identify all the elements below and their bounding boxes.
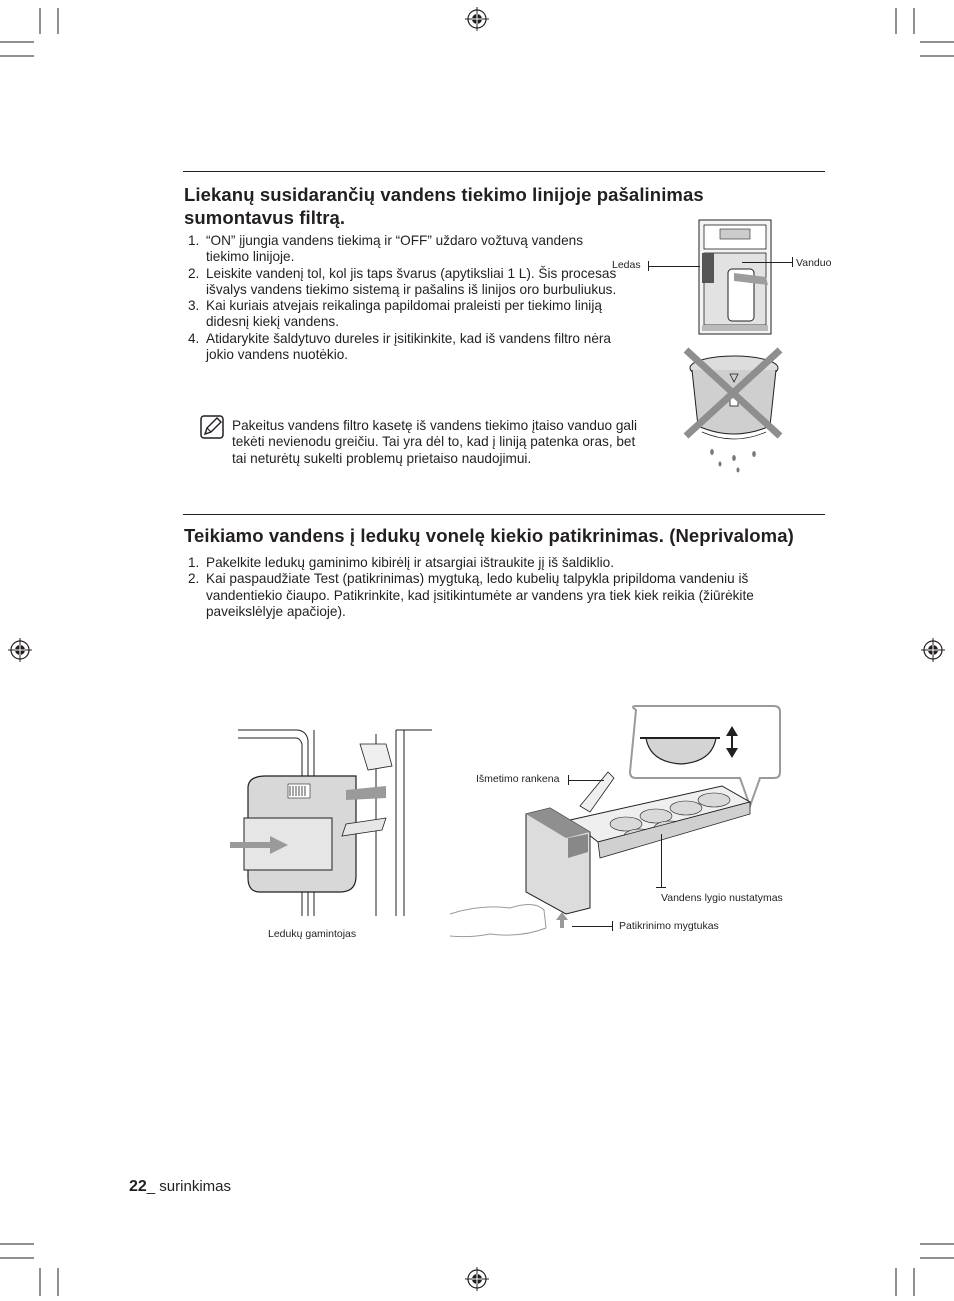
label-ledas: Ledas [612,259,641,271]
step-text: Kai paspaudžiate Test (patikrinimas) mygtuką, ledo kubelių talpykla pripildoma vandeniu iš vandentiekio čiaupo. Patikrinkite, kad įsitikintumėte ar vandens yra tiek kiek reikia (žiūrėkite paveikslėlyje apačioje). [206,571,754,619]
vanduo-leader-line [742,262,792,263]
icemaker-freezer-illustration [236,726,432,918]
test-leader-line [572,926,612,927]
section2-steps [184,555,804,620]
section1-title-line2: sumontavus filtrą. [184,207,346,228]
list-item [184,555,804,571]
list-item [184,233,624,266]
registration-mark-left [8,638,32,662]
eject-leader-line [568,780,604,781]
ledas-leader-line [648,266,700,267]
list-item [184,331,624,364]
step-text: Pakelkite ledukų gaminimo kibirėlį ir atsargiai ištraukite jį iš šaldiklio. [206,555,614,570]
step-text: Atidarykite šaldytuvo dureles ir įsitikinkite, kad iš vandens filtro nėra jokio vandens nuotėkio. [206,330,611,363]
footer-section-name: _ surinkimas [146,1178,231,1195]
vanduo-leader-tick [792,257,793,267]
label-test-button: Patikrinimo mygtukas [619,920,719,932]
section2-top-rule [183,514,825,515]
note-text: Pakeitus vandens filtro kasetę iš vandens tiekimo įtaiso vanduo gali tekėti nevienodu greičiu. Tai yra dėl to, kad į liniją patenka oras, bet tai neturėtų sukelti problemų prietaiso naudojimui. [232,418,638,466]
step-number: 4. [188,330,200,346]
step-number: 2. [188,571,200,587]
ledas-leader-tick [648,261,649,271]
ice-tray-illustration [450,702,790,946]
list-item [184,298,624,331]
test-leader-tick [612,921,613,931]
step-number: 2. [188,265,200,281]
note-icon [200,415,224,439]
registration-mark-bottom [465,1267,489,1291]
step-number: 3. [188,298,200,314]
section1-title-line1: Liekanų susidarančių vandens tiekimo linijoje pašalinimas [184,184,704,205]
section1-top-rule [183,171,825,172]
label-eject-handle: Išmetimo rankena [476,773,560,785]
label-vanduo: Vanduo [796,257,832,269]
label-icemaker: Ledukų gamintojas [268,928,357,940]
registration-mark-right [921,638,945,662]
list-item [184,571,804,620]
section2-title: Teikiamo vandens į ledukų vonelę kiekio patikrinimas. (Neprivaloma) [184,525,794,546]
step-text: “ON” įjungia vandens tiekimą ir “OFF” uždaro vožtuvą vandens tiekimo linijoje. [206,233,584,265]
label-water-level: Vandens lygio nustatymas [661,892,783,904]
eject-leader-tick [568,775,569,785]
step-number: 1. [188,555,200,570]
section1-title [184,183,784,229]
filter-illustration [684,346,784,476]
level-leader-tick [656,887,666,888]
step-text: Leiskite vandenį tol, kol jis taps švarus (apytiksliai 1 L). Šis procesas išvalys vandens tiekimo sistemą ir pašalins iš linijos oro burbuliukus. [206,265,617,297]
registration-mark-top [465,7,489,31]
page-footer [129,1178,231,1196]
section1-steps [184,233,624,363]
dispenser-illustration [698,219,774,337]
page-number: 22 [129,1178,147,1195]
level-leader-line [661,834,662,888]
list-item [184,266,624,299]
step-number: 1. [188,233,200,248]
step-text: Kai kuriais atvejais reikalinga papildomai praleisti per tiekimo liniją didesnį kiekį vandens. [206,298,602,330]
